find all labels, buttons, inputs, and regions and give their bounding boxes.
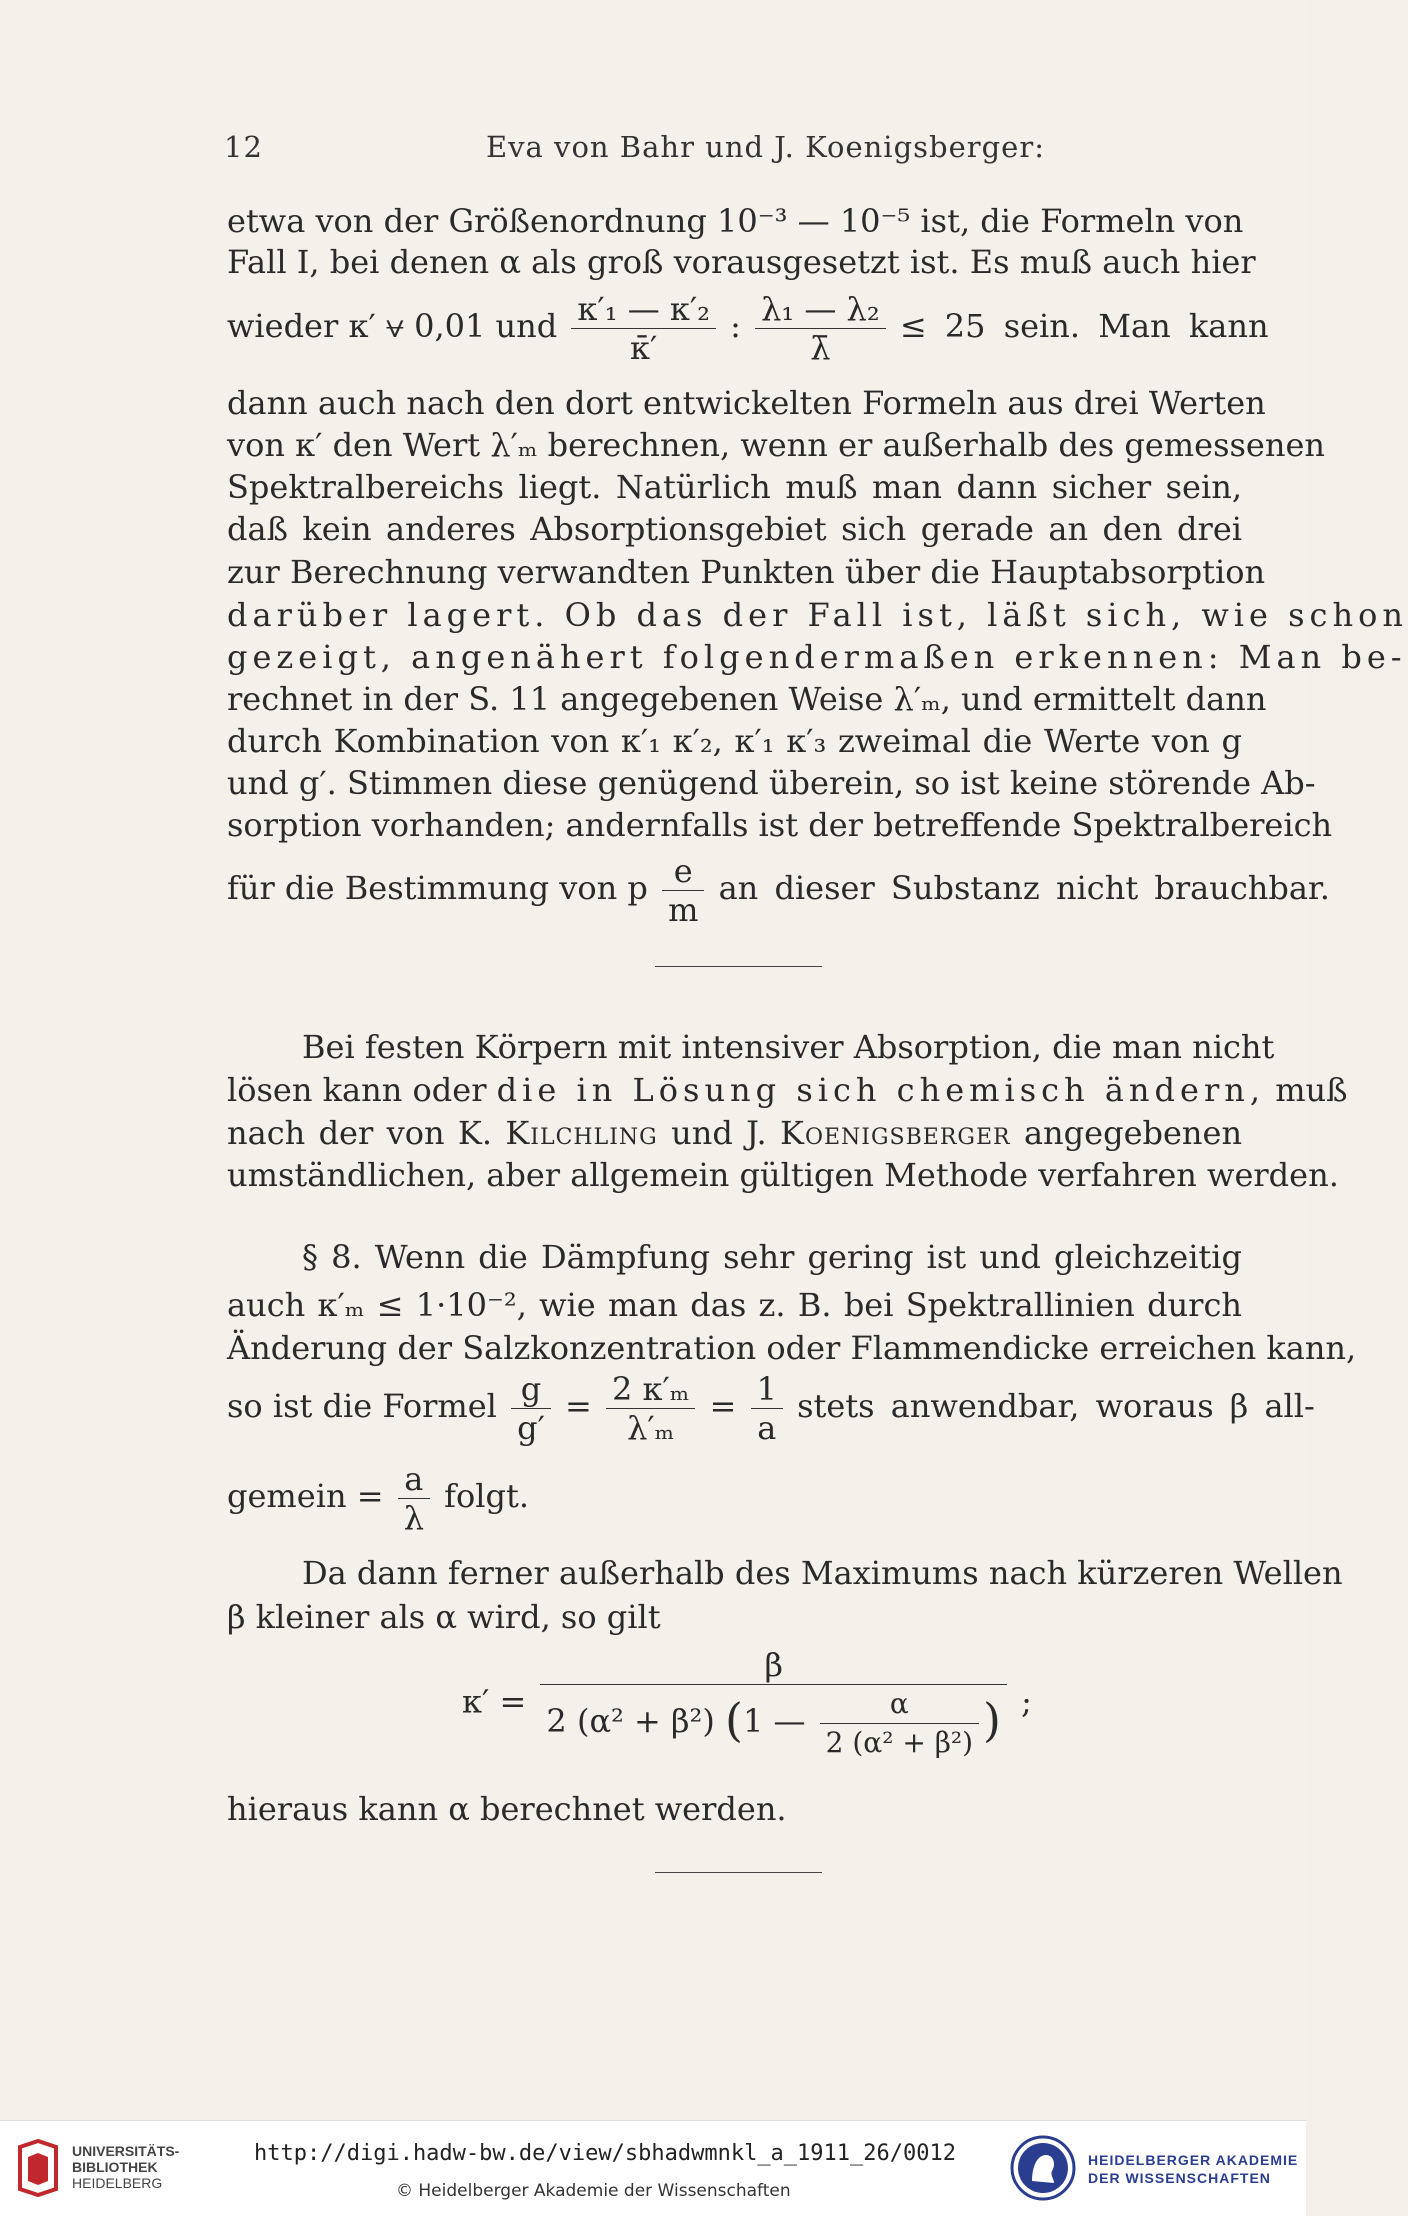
- text-line: daß kein anderes Absorptionsgebiet sich gerade an den drei: [227, 510, 1242, 548]
- fraction: [571, 290, 716, 367]
- fraction-denominator: λ: [403, 1499, 424, 1537]
- fraction-denominator: [540, 1685, 1007, 1762]
- fraction-numerator: 2 κ′ₘ: [606, 1370, 695, 1409]
- text-line: auch κ′ₘ ≤ 1·10⁻², wie man das z. B. bei Spektrallinien durch: [227, 1286, 1242, 1324]
- text-line: hieraus kann α berechnet werden.: [227, 1790, 787, 1828]
- fraction-denominator: λ′ₘ: [627, 1409, 675, 1447]
- formula-operator: :: [730, 307, 741, 345]
- fraction-numerator: κ′₁ — κ′₂: [571, 290, 716, 329]
- paren-close: ): [983, 1693, 1001, 1747]
- formula-text: ≤ 25 sein. Man kann: [899, 307, 1269, 345]
- formula-text: stets anwendbar, woraus β all-: [797, 1387, 1315, 1425]
- fraction-numerator: 1: [751, 1370, 783, 1409]
- equation-lhs: κ′ =: [462, 1682, 527, 1721]
- fraction-denominator: g′: [517, 1409, 545, 1447]
- display-equation: [462, 1646, 1032, 1762]
- formula-text: gemein =: [227, 1477, 384, 1515]
- text-line: darüber lagert. Ob das der Fall ist, läßt sich, wie schon: [227, 596, 1408, 634]
- text-line: umständlichen, aber allgemein gültigen Methode verfahren werden.: [227, 1156, 1339, 1194]
- text-line: zur Berechnung verwandten Punkten über die Hauptabsorption: [227, 553, 1266, 591]
- fraction-denominator: κ̄′: [630, 329, 658, 367]
- formula-text: wieder κ′ ⩝ 0,01 und: [227, 307, 558, 345]
- text-line: von κ′ den Wert λ′ₘ berechnen, wenn er außerhalb des gemessenen: [227, 426, 1325, 464]
- equation-end: ;: [1021, 1682, 1032, 1721]
- page-number: 12: [224, 130, 263, 164]
- fraction-denominator: a: [757, 1409, 777, 1447]
- formula-line: [227, 1460, 529, 1537]
- spaced-text: die in Lösung sich chemisch ändern,: [496, 1071, 1266, 1109]
- library-logo-icon: [14, 2139, 62, 2197]
- text-line: sorption vorhanden; andernfalls ist der betreffende Spektralbereich: [227, 806, 1333, 844]
- section-heading-line: § 8. Wenn die Dämpfung sehr gering ist und gleichzeitig: [302, 1238, 1242, 1276]
- text-line: gezeigt, angenähert folgendermaßen erkennen: Man be-: [227, 638, 1407, 676]
- library-name-line: HEIDELBERG: [72, 2175, 163, 2191]
- academy-name: [1088, 2151, 1298, 2187]
- denominator-term: 1 —: [742, 1702, 806, 1740]
- text-line: durch Kombination von κ′₁ κ′₂, κ′₁ κ′₃ zweimal die Werte von g: [227, 722, 1242, 760]
- academy-name-line: HEIDELBERGER AKADEMIE: [1088, 2152, 1299, 2168]
- text-line: rechnet in der S. 11 angegebenen Weise λ′ₘ, und ermittelt dann: [227, 680, 1267, 718]
- text-line: Da dann ferner außerhalb des Maximums nach kürzeren Wellen: [302, 1554, 1343, 1592]
- fraction: [540, 1646, 1007, 1762]
- document-url-link[interactable]: http://digi.hadw-bw.de/view/sbhadwmnkl_a_1911_26/0012: [254, 2141, 956, 2166]
- author-name: Koenigsberger: [780, 1114, 1011, 1152]
- fraction: [511, 1370, 551, 1447]
- text-line: etwa von der Größenordnung 10⁻³ — 10⁻⁵ ist, die Formeln von: [227, 202, 1244, 240]
- text-line: β kleiner als α wird, so gilt: [227, 1598, 661, 1636]
- text-line: Fall I, bei denen α als groß vorausgesetzt ist. Es muß auch hier: [227, 243, 1256, 281]
- fraction-denominator: 2 (α² + β²): [825, 1726, 974, 1759]
- library-name-line: UNIVERSITÄTS-: [72, 2143, 180, 2159]
- fraction-numerator: α: [820, 1685, 979, 1724]
- paren-open: (: [725, 1693, 743, 1747]
- fraction: [755, 290, 886, 367]
- formula-operator: =: [709, 1387, 737, 1425]
- formula-line: [227, 1370, 1315, 1447]
- fraction: [751, 1370, 783, 1447]
- fraction-numerator: λ₁ — λ₂: [755, 290, 886, 329]
- text-line: Spektralbereichs liegt. Natürlich muß man dann sicher sein,: [227, 468, 1242, 506]
- formula-text: so ist die Formel: [227, 1387, 497, 1425]
- section-divider: [655, 966, 822, 967]
- denominator-term: 2 (α² + β²): [546, 1702, 715, 1740]
- last-line-formula: [227, 852, 1330, 929]
- author-name: Kilchling: [505, 1114, 658, 1152]
- library-name-line: BIBLIOTHEK: [72, 2159, 158, 2175]
- text-line: [227, 1112, 1242, 1154]
- academy-seal-icon: [1010, 2135, 1076, 2201]
- fraction: [662, 852, 704, 929]
- formula-text: an dieser Substanz nicht brauchbar.: [718, 869, 1330, 907]
- text-span: muß: [1275, 1071, 1348, 1109]
- formula-text: folgt.: [444, 1477, 530, 1515]
- fraction-denominator: λ̄: [810, 329, 831, 367]
- text-span: lösen kann oder: [227, 1071, 487, 1109]
- formula-operator: =: [565, 1387, 592, 1425]
- text-span: nach der von K.: [227, 1114, 493, 1152]
- text-line: und g′. Stimmen diese genügend überein, so ist keine störende Ab-: [227, 764, 1316, 802]
- library-name: [72, 2143, 179, 2191]
- footer-bar: [0, 2120, 1306, 2216]
- fraction-numerator: e: [662, 852, 704, 891]
- text-line: dann auch nach den dort entwickelten Formeln aus drei Werten: [227, 384, 1266, 422]
- running-title: Eva von Bahr und J. Koenigsberger:: [486, 130, 1045, 164]
- fraction-numerator: g: [511, 1370, 551, 1409]
- inner-fraction: [820, 1685, 979, 1762]
- section-divider: [655, 1872, 822, 1873]
- fraction-denominator: m: [668, 891, 699, 929]
- academy-name-line: DER WISSENSCHAFTEN: [1088, 2170, 1271, 2186]
- fraction: [398, 1460, 430, 1537]
- text-span: angegebenen: [1023, 1114, 1243, 1152]
- condition-formula: [227, 290, 1269, 367]
- fraction-numerator: β: [540, 1646, 1007, 1685]
- text-line: Änderung der Salzkonzentration oder Flammendicke erreichen kann,: [227, 1329, 1357, 1367]
- text-span: und J.: [671, 1114, 767, 1152]
- fraction: [606, 1370, 695, 1447]
- formula-text: für die Bestimmung von p: [227, 869, 648, 907]
- fraction-numerator: a: [398, 1460, 430, 1499]
- text-line: Bei festen Körpern mit intensiver Absorption, die man nicht: [302, 1028, 1275, 1066]
- text-line: [227, 1069, 1348, 1111]
- copyright-notice: © Heidelberger Akademie der Wissenschaften: [396, 2181, 791, 2201]
